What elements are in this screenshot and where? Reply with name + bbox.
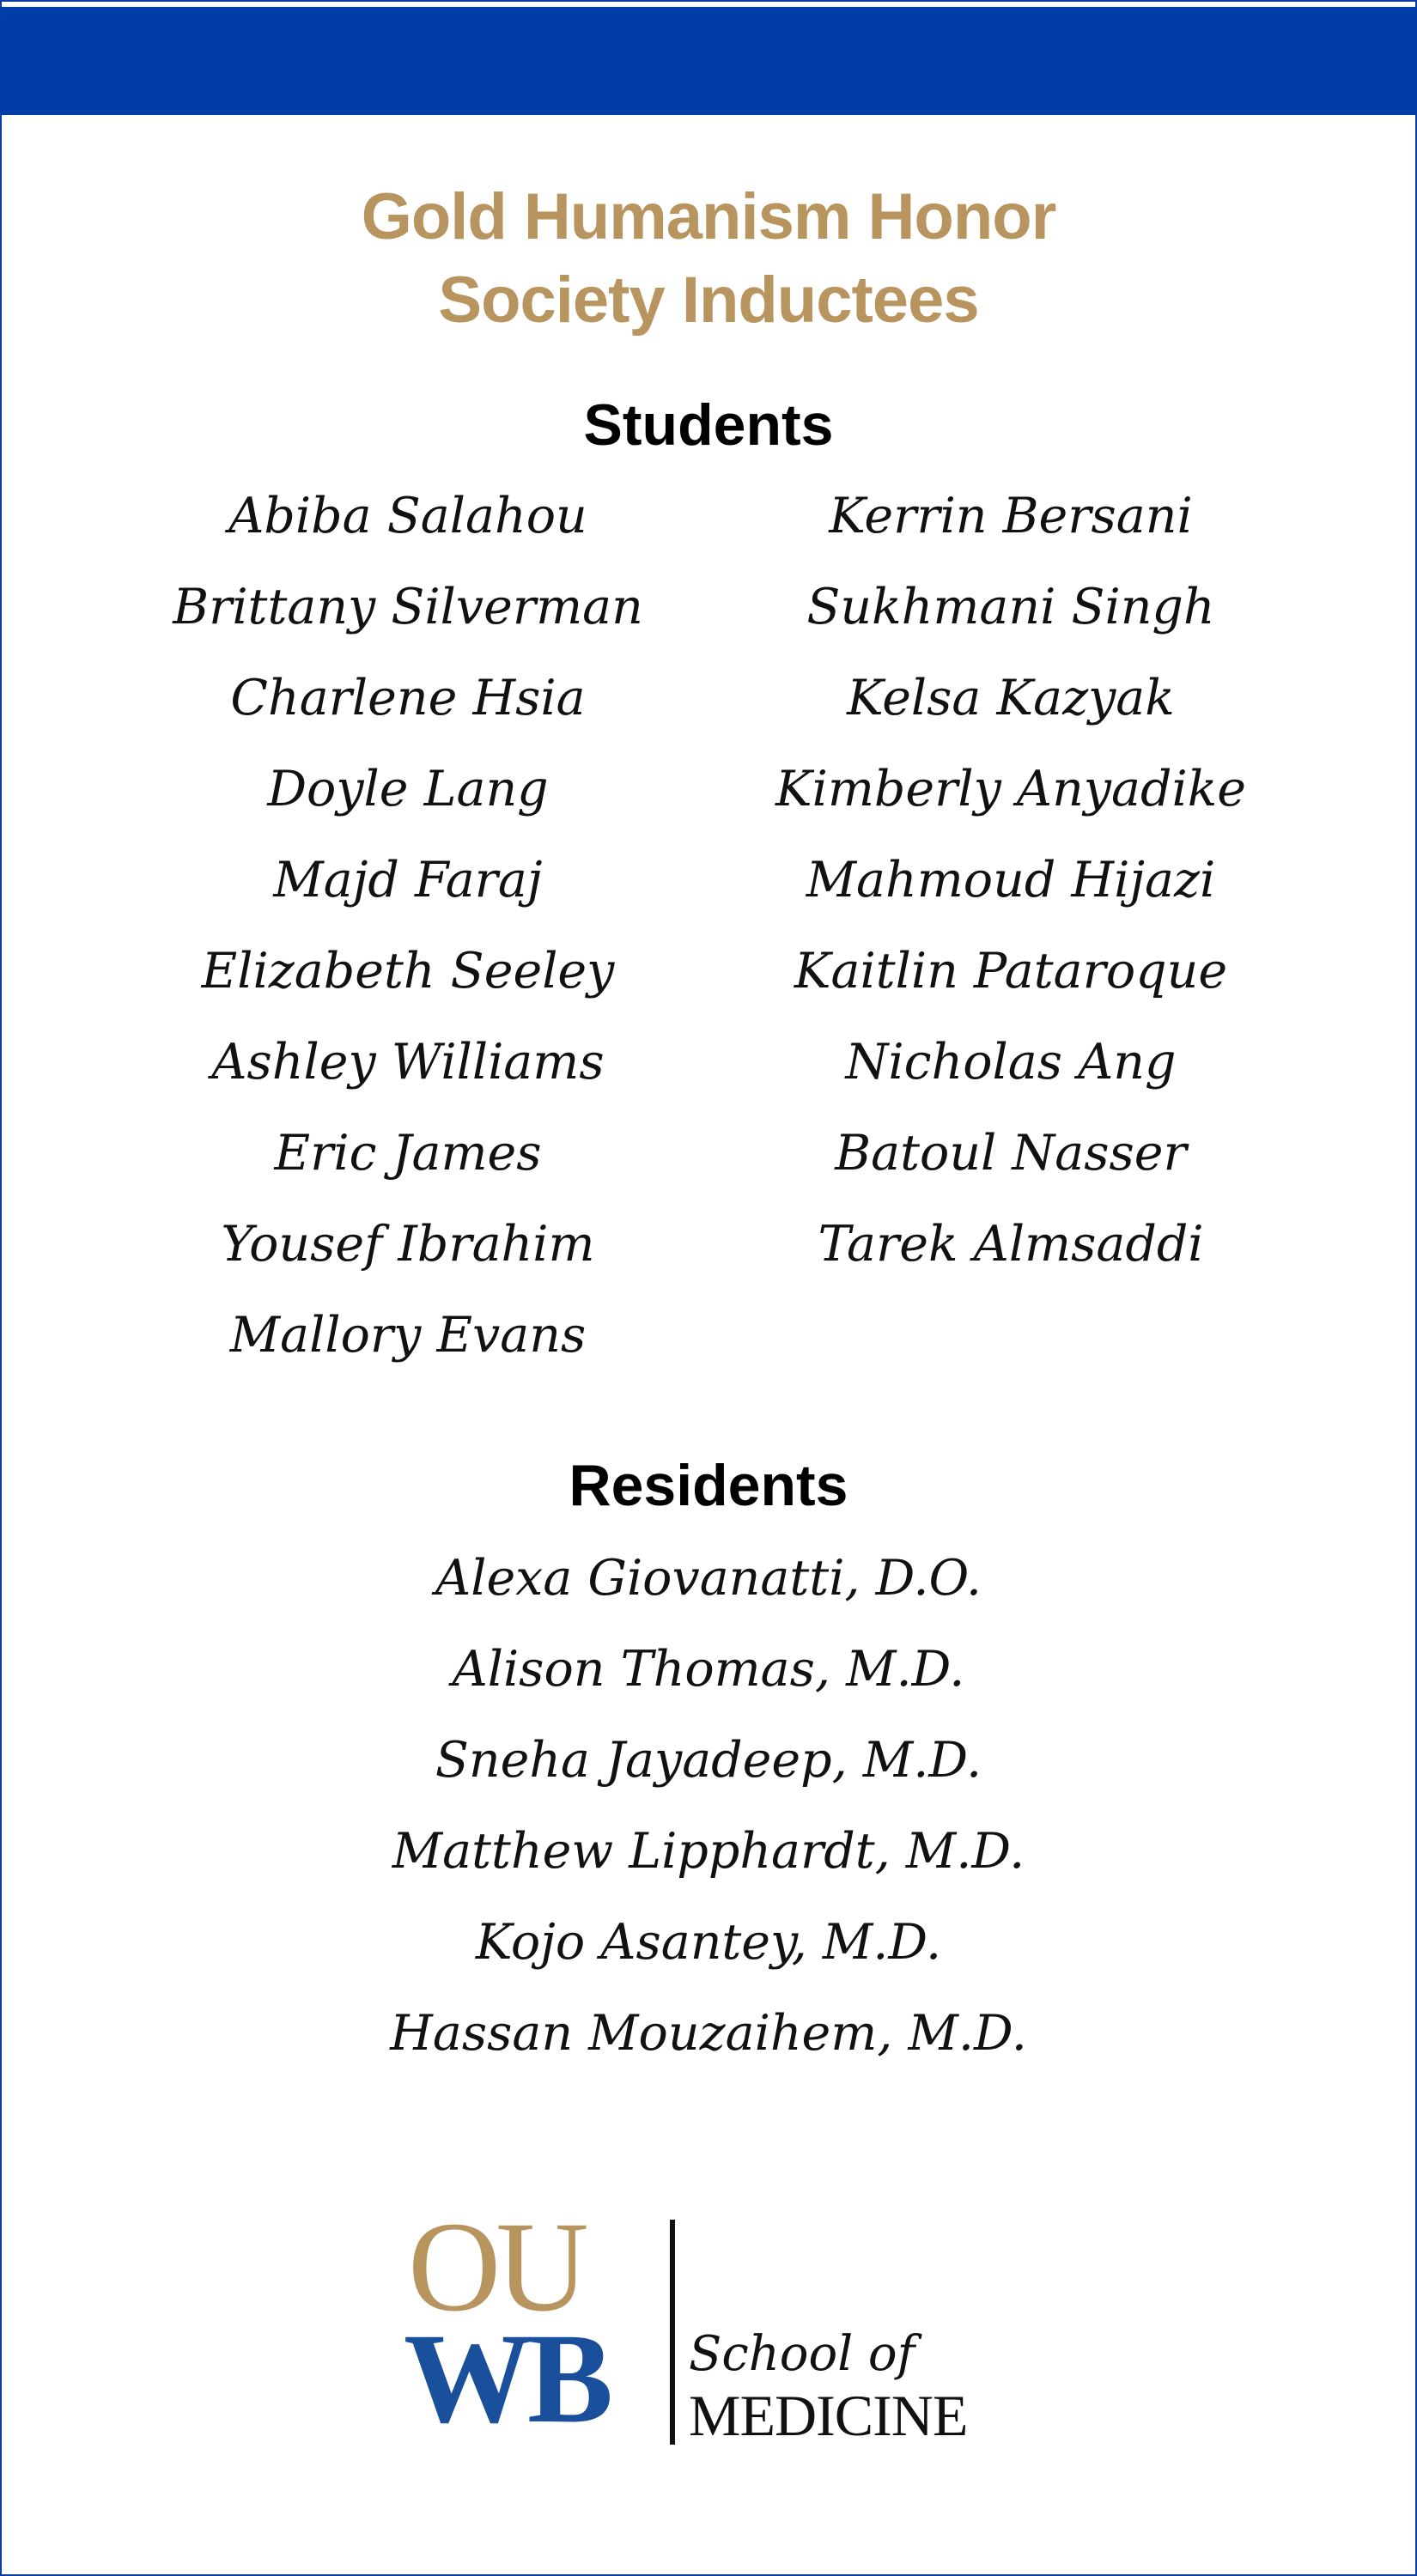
student-name: Eric James	[274, 1125, 542, 1182]
student-name: Ashley Williams	[211, 1034, 605, 1091]
student-name: Mallory Evans	[229, 1307, 587, 1364]
page-title	[0, 175, 1417, 342]
top-color-band	[0, 7, 1417, 115]
student-name: Majd Faraj	[273, 852, 543, 908]
students-heading: Students	[583, 392, 834, 458]
resident-name: Alexa Giovanatti, D.O.	[435, 1550, 982, 1607]
student-name: Nicholas Ang	[845, 1034, 1177, 1091]
ouwb-school-of-medicine-logo	[404, 2196, 1022, 2469]
title-line-1: Gold Humanism Honor	[361, 180, 1056, 253]
residents-list	[0, 1533, 1417, 2079]
student-name: Kimberly Anyadike	[775, 761, 1246, 817]
student-name: Batoul Nasser	[835, 1125, 1187, 1182]
students-right-column	[684, 471, 1337, 1290]
resident-name: Kojo Asantey, M.D.	[475, 1914, 942, 1971]
student-name: Sukhmani Singh	[806, 579, 1215, 635]
residents-heading: Residents	[569, 1453, 848, 1518]
logo-school-of-text: School of	[689, 2326, 915, 2382]
student-name: Kaitlin Pataroque	[794, 943, 1228, 999]
resident-name: Matthew Lipphardt, M.D.	[392, 1823, 1025, 1880]
student-name: Abiba Salahou	[228, 488, 587, 544]
student-name: Mahmoud Hijazi	[806, 852, 1216, 908]
student-name: Kerrin Bersani	[829, 488, 1193, 544]
logo-ou-text: OU	[408, 2196, 584, 2338]
resident-name: Alison Thomas, M.D.	[452, 1641, 965, 1698]
logo-divider	[670, 2220, 675, 2445]
student-name: Kelsa Kazyak	[847, 670, 1175, 726]
logo-wb-text: WB	[404, 2307, 609, 2450]
student-name: Charlene Hsia	[230, 670, 586, 726]
students-left-column	[82, 471, 734, 1381]
title-line-2: Society Inductees	[438, 264, 979, 337]
resident-name: Sneha Jayadeep, M.D.	[435, 1732, 982, 1789]
resident-name: Hassan Mouzaihem, M.D.	[390, 2005, 1027, 2062]
student-name: Doyle Lang	[267, 761, 549, 817]
student-name: Elizabeth Seeley	[201, 943, 615, 999]
student-name: Brittany Silverman	[173, 579, 643, 635]
student-name: Yousef Ibrahim	[221, 1216, 595, 1273]
logo-medicine-text: MEDICINE	[689, 2383, 968, 2448]
student-name: Tarek Almsaddi	[818, 1216, 1204, 1273]
